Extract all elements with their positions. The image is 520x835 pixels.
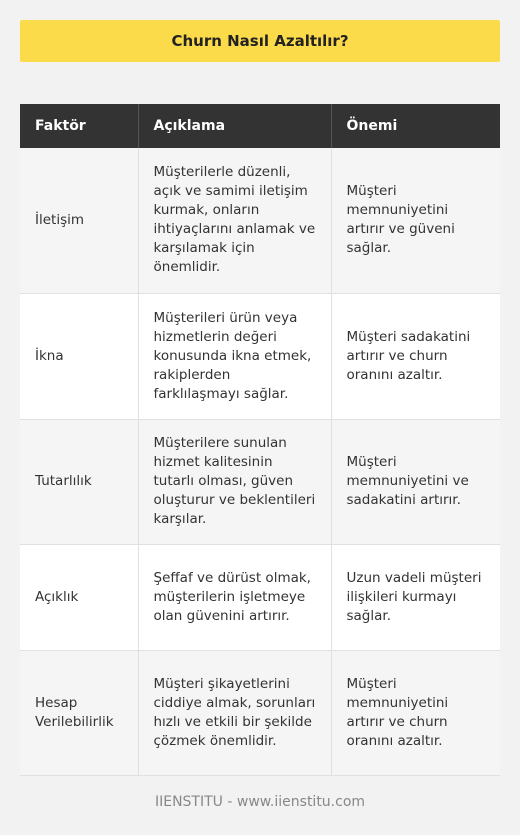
factor-cell: Hesap Verilebilirlik	[20, 650, 138, 775]
table-row	[20, 419, 500, 544]
factor-cell: Tutarlılık	[20, 419, 138, 544]
importance-cell: Müşteri memnuniyetini artırır ve churn oranını azaltır.	[331, 650, 500, 775]
importance-cell: Müşteri memnuniyetini artırır ve güveni sağlar.	[331, 148, 500, 293]
table-row	[20, 148, 500, 293]
footer-credit: IIENSTITU - www.iienstitu.com	[154, 794, 366, 810]
description-cell: Şeffaf ve dürüst olmak, müşterilerin işletmeye olan güvenini artırır.	[138, 544, 331, 650]
table-header-row	[20, 104, 500, 148]
description-cell: Müşterilerle düzenli, açık ve samimi iletişim kurmak, onların ihtiyaçlarını anlamak ve karşılamak için önemlidir.	[138, 148, 331, 293]
importance-cell: Müşteri sadakatini artırır ve churn oranını azaltır.	[331, 293, 500, 419]
column-header-description: Açıklama	[138, 104, 331, 148]
factor-cell: İletişim	[20, 148, 138, 293]
importance-cell: Müşteri memnuniyetini ve sadakatini artırır.	[331, 419, 500, 544]
description-cell: Müşterilere sunulan hizmet kalitesinin tutarlı olması, güven oluşturur ve beklentileri karşılar.	[138, 419, 331, 544]
page-title: Churn Nasıl Azaltılır?	[20, 20, 500, 62]
table-row	[20, 293, 500, 419]
column-header-importance: Önemi	[331, 104, 500, 148]
factors-table	[20, 104, 500, 776]
description-cell: Müşterileri ürün veya hizmetlerin değeri konusunda ikna etmek, rakiplerden farklılaşmayı sağlar.	[138, 293, 331, 419]
column-header-factor: Faktör	[20, 104, 138, 148]
factor-cell: Açıklık	[20, 544, 138, 650]
factor-cell: İkna	[20, 293, 138, 419]
table-row	[20, 544, 500, 650]
table-row	[20, 650, 500, 775]
description-cell: Müşteri şikayetlerini ciddiye almak, sorunları hızlı ve etkili bir şekilde çözmek önemlidir.	[138, 650, 331, 775]
importance-cell: Uzun vadeli müşteri ilişkileri kurmayı sağlar.	[331, 544, 500, 650]
